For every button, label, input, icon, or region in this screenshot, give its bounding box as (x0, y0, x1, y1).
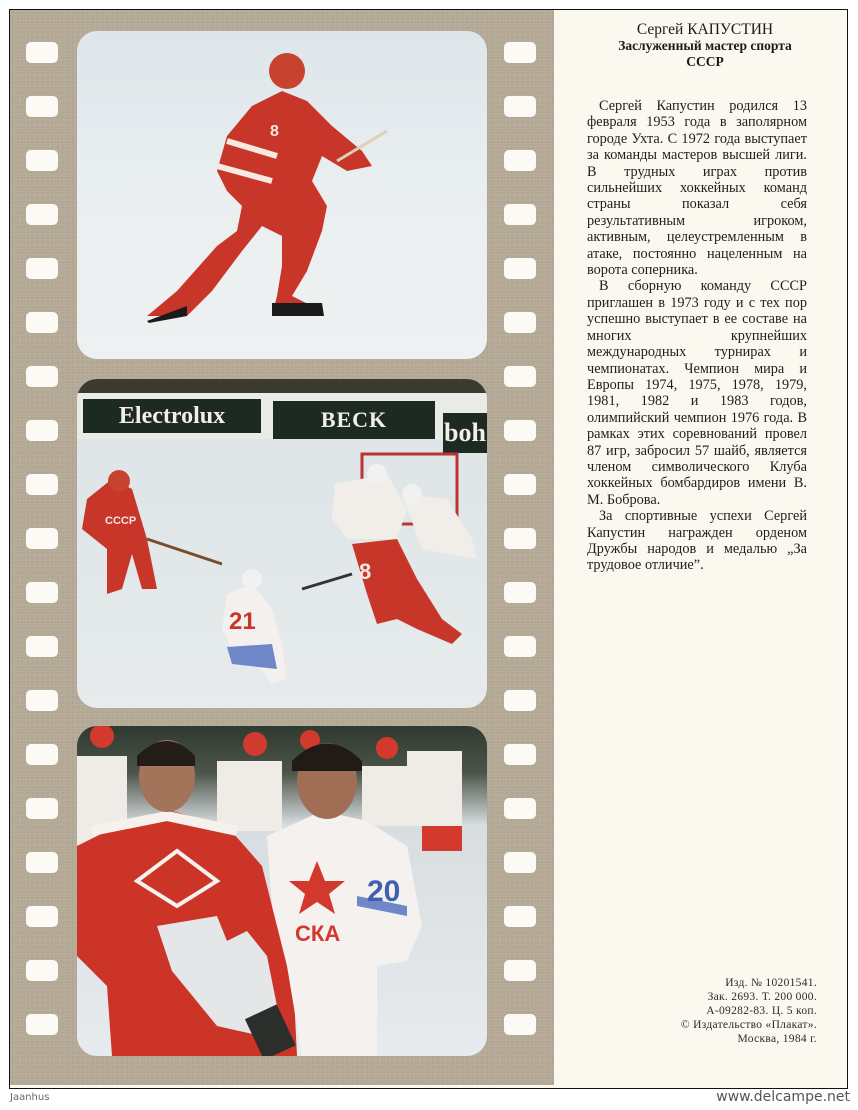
bio-paragraph: За спортивные успехи Сергей Капустин награжден орденом Дружбы народов и медалью „За трудовое отличие”. (587, 508, 807, 574)
sprocket-hole (504, 204, 536, 225)
photo-skating-player (77, 31, 487, 359)
photo-trophy-players (77, 726, 487, 1056)
sprocket-hole (26, 960, 58, 981)
sprocket-hole (504, 798, 536, 819)
sprocket-hole (504, 420, 536, 441)
game-action-illustration (77, 379, 487, 708)
sprocket-hole (26, 906, 58, 927)
title-line-1: Заслуженный мастер спорта (618, 38, 792, 53)
sprocket-hole (26, 258, 58, 279)
sprocket-hole (26, 744, 58, 765)
sprocket-hole (504, 96, 536, 117)
sprocket-hole (504, 312, 536, 333)
sprocket-hole (504, 258, 536, 279)
imprint-line: Зак. 2693. Т. 200 000. (707, 991, 817, 1003)
ad-beck: BECK (273, 401, 435, 439)
sprocket-hole (26, 1014, 58, 1035)
publisher-imprint (681, 976, 817, 1046)
sprocket-hole (26, 150, 58, 171)
sprocket-hole (26, 96, 58, 117)
svg-text:СССР: СССР (105, 515, 137, 527)
sprocket-hole (26, 420, 58, 441)
sprocket-hole (26, 582, 58, 603)
svg-text:СКА: СКА (295, 921, 341, 946)
player-name: Сергей КАПУСТИН (636, 21, 774, 38)
sprocket-hole (26, 528, 58, 549)
photo-game-action (77, 379, 487, 708)
imprint-line: Изд. № 10201541. (725, 977, 817, 989)
sprocket-hole (26, 42, 58, 63)
sprocket-hole (504, 474, 536, 495)
ad-boh: boh (443, 413, 487, 453)
sprocket-hole (504, 690, 536, 711)
sprocket-hole (26, 636, 58, 657)
biography (587, 98, 807, 574)
sprocket-hole (26, 798, 58, 819)
imprint-line: © Издательство «Плакат». (680, 1019, 817, 1031)
imprint-line: А-09282-83. Ц. 5 коп. (706, 1005, 817, 1017)
sprocket-hole (504, 528, 536, 549)
imprint-line: Москва, 1984 г. (737, 1033, 817, 1045)
svg-text:8: 8 (270, 123, 279, 140)
sprocket-hole (26, 312, 58, 333)
seller-name: Jaanhus (10, 1092, 50, 1103)
trophy-illustration (77, 726, 487, 1056)
sprocket-hole (504, 906, 536, 927)
player-title (563, 38, 847, 70)
sprocket-hole (26, 690, 58, 711)
sprocket-hole (504, 852, 536, 873)
sprocket-hole (26, 366, 58, 387)
sprocket-hole (504, 366, 536, 387)
sprocket-hole (26, 204, 58, 225)
svg-text:20: 20 (367, 875, 401, 908)
site-watermark: www.delcampe.net (716, 1089, 850, 1105)
sprocket-hole (504, 636, 536, 657)
text-panel (563, 10, 847, 1087)
bio-paragraph: Сергей Капустин родился 13 февраля 1953 года в заполярном городе Ухта. С 1972 года выступает за команды мастеров высшей лиги. В трудных играх против сильнейших хоккейных команд страны показал себя результативным игроком, активным, целеустремленным в атаке, постоянно нацеленным на ворота соперника. (587, 98, 807, 279)
ad-electrolux: Electrolux (83, 399, 261, 433)
svg-text:8: 8 (359, 559, 372, 584)
postcard (9, 9, 848, 1089)
sprocket-hole (504, 960, 536, 981)
skater-illustration (77, 31, 487, 359)
title-line-2: СССР (686, 54, 724, 69)
sprocket-hole (504, 42, 536, 63)
sprocket-hole (26, 852, 58, 873)
sprocket-hole (504, 150, 536, 171)
film-strip (10, 10, 554, 1085)
sprocket-hole (26, 474, 58, 495)
bio-paragraph: В сборную команду СССР приглашен в 1973 году и с тех пор успешно выступает в ее составе на многих крупнейших международных турнирах и чемпионатах. Чемпион мира и Европы 1974, 1975, 1978, 1979, 1981, 1982 и 1983 годов, олимпийский чемпион 1976 года. В рамках этих соревнований провел 87 игр, забросил 57 шайб, является членом символического Клуба хоккейных бомбардиров имени В. М. Боброва. (587, 278, 807, 508)
sprocket-hole (504, 582, 536, 603)
sprocket-hole (504, 744, 536, 765)
sprocket-hole (504, 1014, 536, 1035)
svg-text:21: 21 (229, 608, 256, 635)
